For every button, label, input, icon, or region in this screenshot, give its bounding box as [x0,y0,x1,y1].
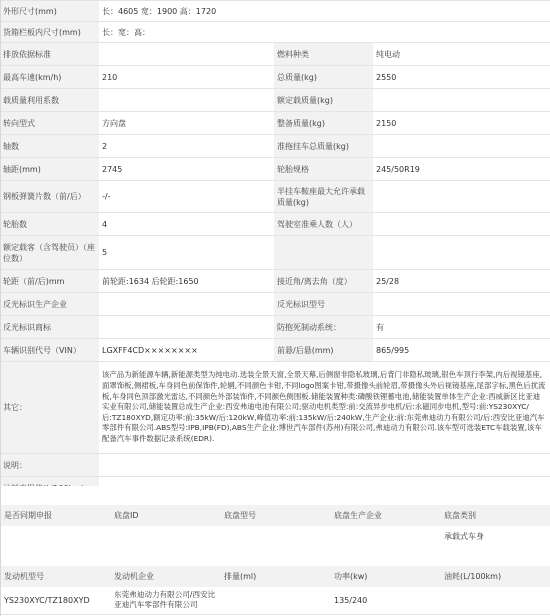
spec-label: 最高车速(km/h) [0,66,99,89]
spec-value: 2550 [373,66,550,89]
spec-label: 货箱栏板内尺寸(mm) [0,22,99,43]
spec-label: 排放依据标准 [0,43,99,66]
chassis-header: 底盘类别 [440,505,550,526]
spec-row-note [0,454,550,477]
spec-label: 外形尺寸(mm) [0,1,99,22]
spec-label: 整备质量(kg) [274,112,373,135]
spec-row [0,213,550,236]
engine-cell: 东莞弗迪动力有限公司/西安比亚迪汽车零部件有限公司 [110,587,220,614]
spec-value [373,213,550,236]
spec-row [0,293,550,316]
spec-label: 准拖挂车总质量(kg) [274,135,373,158]
spec-label: 载质量利用系数 [0,89,99,112]
spec-label: 反光标识商标 [0,316,99,339]
engine-header: 发动机企业 [110,566,220,587]
spec-value: 4 [99,213,274,236]
note-value [99,454,550,477]
engine-cell [440,587,550,614]
spec-value: -/- [99,181,274,213]
spec-row-other [0,362,550,454]
spec-value [99,316,274,339]
other-description: 该产品为新能源车辆,新能源类型为纯电动.选装全景天窗,全景天幕,后侧窗非隐私玻璃,后背门非隐私玻璃,银色车顶行李架,内后视镜基座,面罩饰板,侧裙板,车身同色前保饰件,轮辋,不同颜色卡钳,不同logo图案卡钳,带摄像头前轮眉,带摄像头外后视镜基座,尾部字标,黑色后扰流板,车身同色顶部激光雷达,不同颜色外部装饰件,不同颜色侧围板.储能装置种类:磷酸铁锂蓄电池,储能装置单体生产企业:西威新区比亚迪实业有限公司,储能装置总成生产企业:西安弗迪电池有限公司;驱动电机类型:前:交流异步电机/后:永磁同步电机,型号:前:YS230XYC/后:TZ180XYD,额定功率:前:35kW/后:120kW,峰值功率:前:135kW/后:240kW,生产企业:前:东莞弗迪动力有限公司/后:西安比亚迪汽车零部件有限公司.ABS型号:IPB,IPB(FD),ABS生产企业:博世汽车部件(苏州)有限公司,弗迪动力有限公司.该车型可选装ETC车载装置,该车配备汽车事件数据记录系统(EDR). [99,362,550,454]
chassis-header: 底盘ID [110,505,220,526]
engine-cell [220,587,330,614]
spec-label: 额定载客（含驾驶员）（座位数） [0,236,99,270]
spec-label: 燃料种类 [274,43,373,66]
spec-label: 轴数 [0,135,99,158]
spec-value: 25/28 [373,270,550,293]
spec-value: 前轮距:1634 后轮距:1650 [99,270,274,293]
left-border [0,0,1,616]
spec-value: 有 [373,316,550,339]
spec-row [0,66,550,89]
spec-label: 轴距(mm) [0,158,99,181]
spec-value [99,89,274,112]
spec-row [0,236,550,270]
spec-value: 210 [99,66,274,89]
spec-label: 车辆识别代号（VIN） [0,339,99,362]
spec-label: 转向型式 [0,112,99,135]
spec-row [0,89,550,112]
spec-value [373,135,550,158]
chassis-cell [220,526,330,547]
spec-value [373,236,550,270]
spec-value: 纯电动 [373,43,550,66]
engine-header: 排量(ml) [220,566,330,587]
spec-label: 反光标识生产企业 [0,293,99,316]
chassis-header: 底盘型号 [220,505,330,526]
spec-value: LGXFF4CD×××××××× [99,339,274,362]
spec-value: 2745 [99,158,274,181]
engine-header: 发动机型号 [0,566,110,587]
engine-table [0,566,550,615]
spec-label: 轮距（前/后)mm [0,270,99,293]
spec-label: 轮胎数 [0,213,99,236]
engine-header: 功率(kw) [330,566,440,587]
spec-value: 长：宽：高： [99,22,550,43]
spec-label: 接近角/离去角（度） [274,270,373,293]
engine-header-row [0,566,550,587]
spec-label [274,236,373,270]
spec-value: 2 [99,135,274,158]
spec-value [373,181,550,213]
engine-data-row [0,587,550,614]
spec-value [99,43,274,66]
spec-value: 长：4605 宽：1900 高：1720 [99,1,550,22]
chassis-header-row [0,505,550,526]
engine-header: 油耗(L/100km) [440,566,550,587]
spec-row [0,181,550,213]
chassis-header: 底盘生产企业 [330,505,440,526]
spec-label: 驾驶室准乘人数（人） [274,213,373,236]
spec-value [99,293,274,316]
spec-label: 轮胎规格 [274,158,373,181]
spec-label: 防抱死制动系统： [274,316,373,339]
spec-value [373,89,550,112]
spec-row [0,43,550,66]
spec-row [0,339,550,362]
spec-value [373,293,550,316]
chassis-data-row [0,526,550,547]
spec-label: 额定载质量(kg) [274,89,373,112]
chassis-header: 是否同期申报 [0,505,110,526]
spec-label: 前悬/后悬(mm) [274,339,373,362]
chassis-cell: 承载式车身 [440,526,550,547]
spec-label: 钢板弹簧片数（前/后） [0,181,99,213]
spec-row [0,22,550,43]
chassis-cell [110,526,220,547]
other-label: 其它： [0,362,99,454]
note-label: 说明： [0,454,99,477]
spec-label: 反光标识型号 [274,293,373,316]
engine-cell: 135/240 [330,587,440,614]
spec-row [0,135,550,158]
spec-label: 总质量(kg) [274,66,373,89]
spec-value: 5 [99,236,274,270]
chassis-cell [0,526,110,547]
spec-row [0,270,550,293]
section-gap [0,486,550,505]
spec-value: 2150 [373,112,550,135]
section-gap [0,547,550,566]
spec-label: 半挂车鞍座最大允许承载质量(kg) [274,181,373,213]
chassis-cell [330,526,440,547]
spec-row [0,158,550,181]
chassis-table [0,505,550,548]
spec-value: 865/995 [373,339,550,362]
spec-row [0,316,550,339]
spec-value: 方向盘 [99,112,274,135]
spec-value: 245/50R19 [373,158,550,181]
engine-cell: YS230XYC/TZ180XYD [0,587,110,614]
spec-row [0,1,550,22]
spec-row [0,112,550,135]
